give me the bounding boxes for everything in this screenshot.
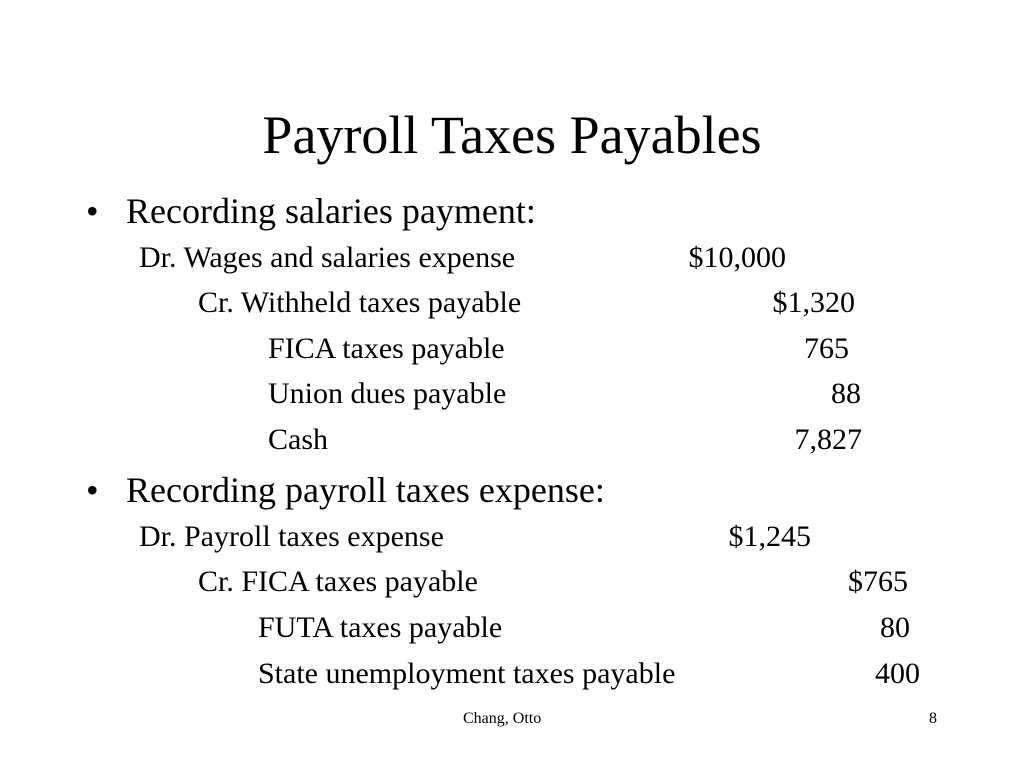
slide-title: Payroll Taxes Payables [262,105,762,165]
journal-credit-amount: 400 [875,657,920,690]
journal-credit-line: FICA taxes payable [268,332,505,365]
journal-credit-line: Cash [268,423,328,456]
journal-credit-amount: 88 [831,377,861,410]
bullet-heading: Recording salaries payment: [126,191,536,231]
bullet-marker: • [86,191,99,231]
journal-debit-line: Dr. Payroll taxes expense [139,520,444,553]
journal-debit-line: Dr. Wages and salaries expense [139,241,516,274]
journal-credit-amount: 765 [804,332,849,365]
journal-credit-line: Cr. FICA taxes payable [198,565,478,598]
journal-debit-amount: $10,000 [688,241,786,274]
bullet-marker: • [86,470,99,510]
journal-debit-amount: $1,245 [728,520,811,553]
bullet-recording-salaries [86,189,536,233]
journal-credit-line: Union dues payable [268,377,507,410]
journal-credit-line: FUTA taxes payable [258,611,503,644]
journal-credit-amount: 7,827 [794,423,862,456]
bullet-recording-payroll-taxes [86,468,605,512]
journal-credit-amount: $765 [848,565,908,598]
journal-credit-amount: 80 [880,611,910,644]
footer-author: Chang, Otto [463,710,542,727]
bullet-heading: Recording payroll taxes expense: [126,470,605,510]
journal-credit-line: State unemployment taxes payable [258,657,676,690]
slide-page-number: 8 [929,710,937,727]
journal-credit-amount: $1,320 [772,286,855,319]
journal-credit-line: Cr. Withheld taxes payable [198,286,522,319]
